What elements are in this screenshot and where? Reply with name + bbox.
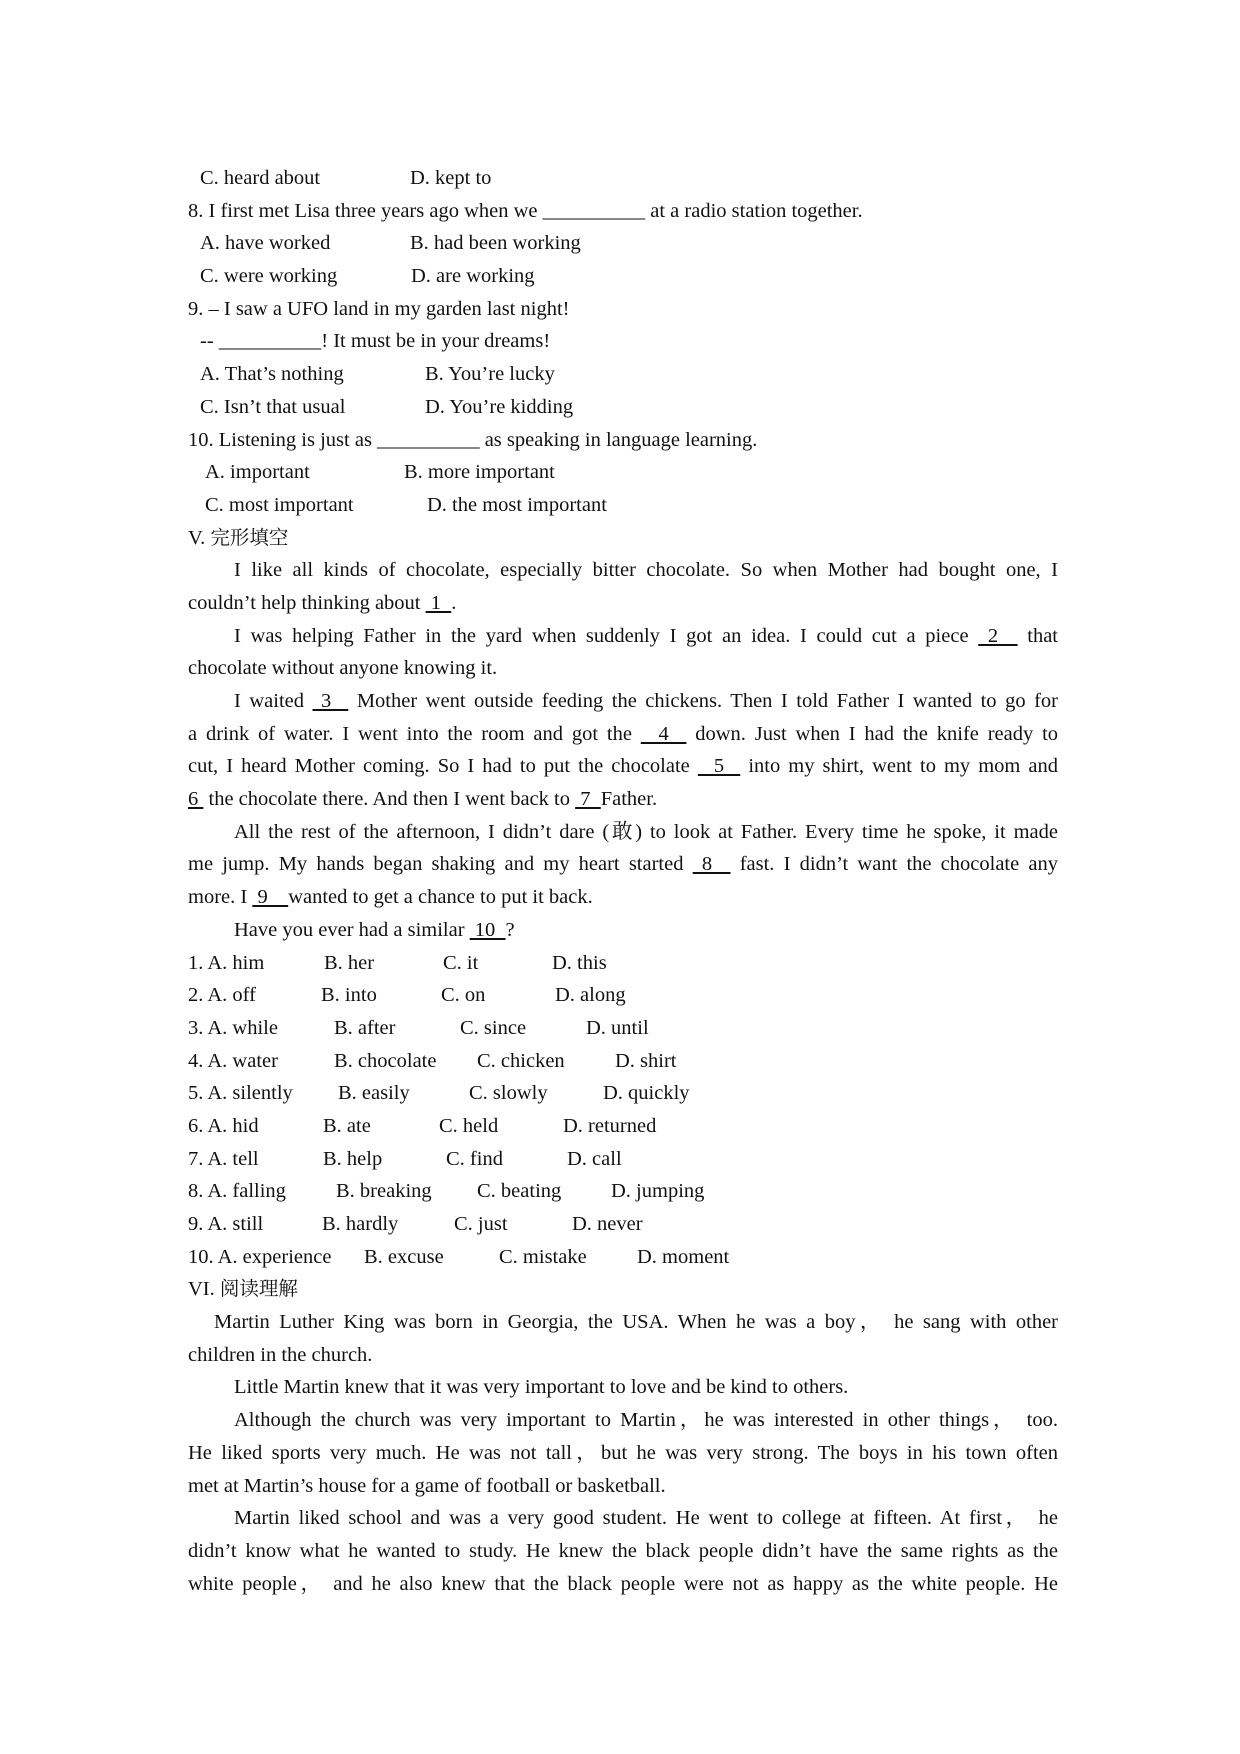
cloze-blank-10: 10 bbox=[469, 918, 506, 941]
q9-blank: __________ bbox=[218, 330, 322, 353]
reading-line-9: white people， and he also knew that the black people were not as happy as the white people. He bbox=[188, 1572, 1058, 1595]
cloze-p3-line1: I waited 3 Mother went outside feeding the chickens. Then I told Father I wanted to go for bbox=[234, 690, 1058, 712]
question-9-reply: -- __________! It must be in your dreams! bbox=[200, 330, 551, 353]
cloze-options-6: 6. A. hid B. ate C. held D. returned bbox=[188, 1114, 657, 1137]
cloze-options-1: 1. A. him B. her C. it D. this bbox=[188, 951, 607, 974]
cloze-blank-5: 5 bbox=[697, 755, 741, 778]
reading-line-3: Little Martin knew that it was very important to love and be kind to others. bbox=[234, 1376, 849, 1399]
cloze-p3-line4: 6 the chocolate there. And then I went back to 7 Father. bbox=[188, 788, 658, 811]
cloze-options-9: 9. A. still B. hardly C. just D. never bbox=[188, 1213, 643, 1235]
cloze-blank-3: 3 bbox=[312, 690, 349, 712]
section-heading-reading: VI. 阅读理解 bbox=[188, 1277, 298, 1301]
q7-options-cd bbox=[188, 162, 1058, 195]
cloze-heading-text: 完形填空 bbox=[210, 525, 289, 549]
cloze-options-2: 2. A. off B. into C. on D. along bbox=[188, 984, 626, 1007]
q10-option-b: B. more important bbox=[404, 461, 555, 484]
cloze-p3-line2: a drink of water. I went into the room and got the 4 down. Just when I had the knife ready to bbox=[188, 722, 1059, 745]
q8-blank: __________ bbox=[542, 199, 646, 222]
reading-line-4: Although the church was very important to Martin，he was interested in other things， too. bbox=[234, 1409, 1058, 1432]
q8-options-ab bbox=[188, 227, 1058, 260]
reading-line-2: children in the church. bbox=[188, 1343, 373, 1366]
cloze-p2-line1: I was helping Father in the yard when suddenly I got an idea. I could cut a piece 2 that bbox=[234, 624, 1059, 647]
question-10: 10. Listening is just as __________ as speaking in language learning. bbox=[188, 428, 758, 451]
q8-option-a: A. have worked bbox=[200, 232, 331, 255]
cloze-p2-line2: chocolate without anyone knowing it. bbox=[188, 657, 498, 680]
q8-option-c: C. were working bbox=[200, 265, 338, 288]
cloze-p4-line2: me jump. My hands began shaking and my heart started 8 fast. I didn’t want the chocolate any bbox=[188, 853, 1059, 876]
reading-line-7: Martin liked school and was a very good student. He went to college at fifteen. At first， he bbox=[234, 1507, 1058, 1530]
question-8: 8. I first met Lisa three years ago when we __________ at a radio station together. bbox=[188, 199, 863, 222]
reading-heading-text: 阅读理解 bbox=[219, 1277, 298, 1301]
q9-option-a: A. That’s nothing bbox=[200, 363, 344, 386]
cloze-options-7: 7. A. tell B. help C. find D. call bbox=[188, 1147, 622, 1170]
cloze-options-10: 10. A. experience B. excuse C. mistake D. moment bbox=[188, 1245, 730, 1268]
q10-option-a: A. important bbox=[205, 461, 310, 484]
q9-option-b: B. You’re lucky bbox=[425, 363, 555, 386]
cloze-p1-line1: I like all kinds of chocolate, especially bitter chocolate. So when Mother had bought one, I bbox=[234, 559, 1058, 582]
cloze-p1-line2: couldn’t help thinking about 1 . bbox=[188, 591, 457, 614]
cloze-blank-7: 7 bbox=[575, 788, 601, 811]
question-9: 9. – I saw a UFO land in my garden last night! bbox=[188, 297, 570, 320]
cloze-blank-9: 9 bbox=[252, 886, 289, 909]
section-heading-cloze: V. 完形填空 bbox=[188, 525, 289, 549]
cloze-p3-line3: cut, I heard Mother coming. So I had to put the chocolate 5 into my shirt, went to my mom and bbox=[188, 755, 1059, 778]
cloze-blank-8: 8 bbox=[692, 853, 731, 876]
cloze-p5: Have you ever had a similar 10 ? bbox=[234, 918, 515, 941]
q8-options-cd bbox=[188, 260, 1058, 293]
cloze-options-3: 3. A. while B. after C. since D. until bbox=[188, 1016, 649, 1039]
q8-option-b: B. had been working bbox=[410, 232, 581, 255]
cloze-options-8: 8. A. falling B. breaking C. beating D. jumping bbox=[188, 1180, 705, 1203]
q10-options-cd bbox=[188, 489, 1058, 522]
cloze-options-4: 4. A. water B. chocolate C. chicken D. shirt bbox=[188, 1049, 677, 1072]
q9-option-d: D. You’re kidding bbox=[425, 395, 574, 418]
q9-option-c: C. Isn’t that usual bbox=[200, 395, 346, 418]
cloze-p4-line3: more. I 9 wanted to get a chance to put it back. bbox=[188, 886, 593, 909]
cloze-blank-2: 2 bbox=[978, 624, 1018, 647]
cloze-blank-6: 6 bbox=[188, 788, 204, 811]
q9-options-ab bbox=[188, 358, 1058, 391]
q7-option-c: C. heard about bbox=[200, 167, 321, 189]
cloze-p4-line1: All the rest of the afternoon, I didn’t dare (敢) to look at Father. Every time he spoke, it made bbox=[234, 820, 1058, 843]
q9-options-cd bbox=[188, 391, 1058, 424]
q10-option-c: C. most important bbox=[205, 493, 354, 516]
q8-option-d: D. are working bbox=[411, 265, 535, 288]
cloze-blank-1: 1 bbox=[425, 591, 452, 614]
reading-line-1: Martin Luther King was born in Georgia, the USA. When he was a boy， he sang with other bbox=[214, 1311, 1058, 1334]
q7-option-d: D. kept to bbox=[410, 167, 492, 189]
q10-options-ab bbox=[188, 456, 1058, 489]
q10-blank: __________ bbox=[377, 428, 480, 451]
q10-option-d: D. the most important bbox=[427, 493, 607, 516]
reading-line-6: met at Martin’s house for a game of football or basketball. bbox=[188, 1474, 666, 1497]
exam-page bbox=[188, 162, 1058, 1600]
reading-line-5: He liked sports very much. He was not tall，but he was very strong. The boys in his town often bbox=[188, 1441, 1058, 1464]
cloze-blank-4: 4 bbox=[640, 722, 687, 745]
reading-line-8: didn’t know what he wanted to study. He knew the black people didn’t have the same rights as the bbox=[188, 1539, 1058, 1562]
cloze-options-5: 5. A. silently B. easily C. slowly D. quickly bbox=[188, 1082, 690, 1105]
